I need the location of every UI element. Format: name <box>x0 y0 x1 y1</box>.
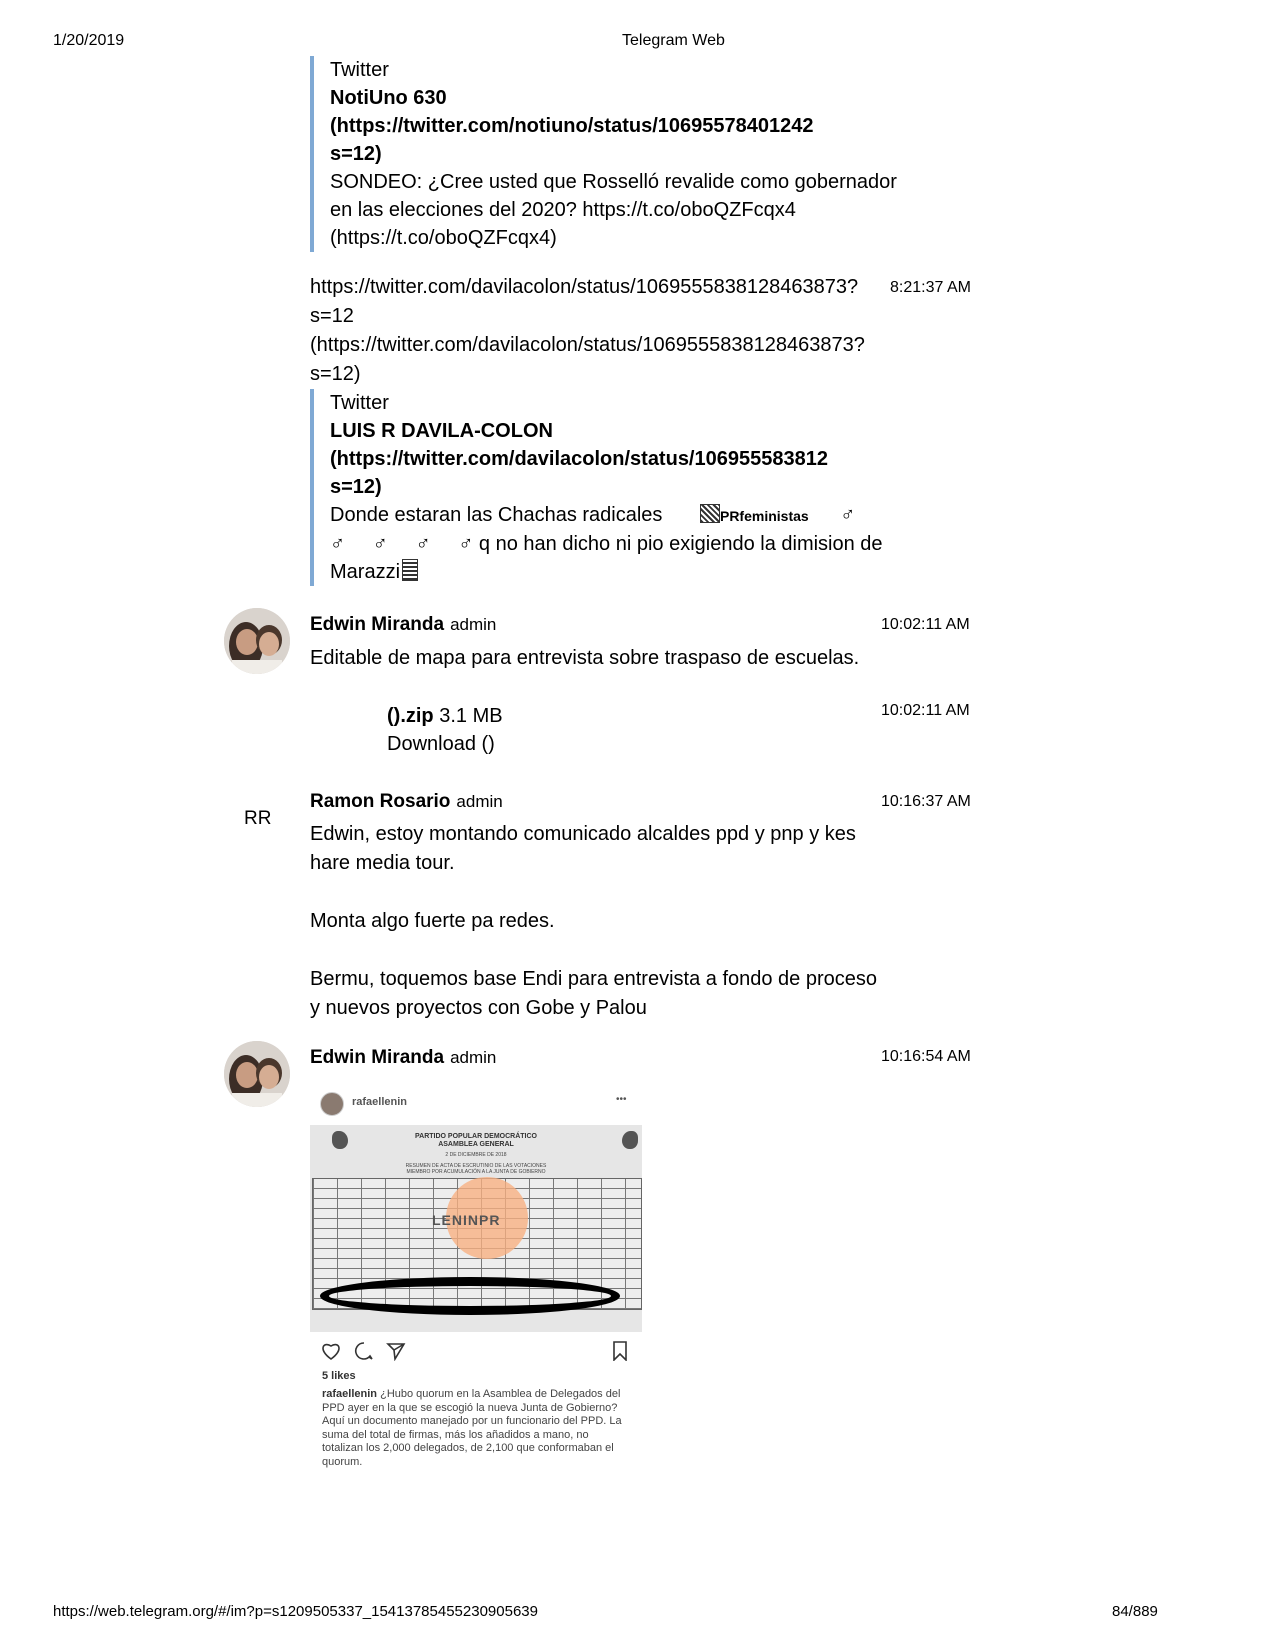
preview-title-name: NotiUno 630 <box>330 87 447 109</box>
preview-title-link-end: s=12) <box>330 143 382 165</box>
doc-title: PARTIDO POPULAR DEMOCRÁTICO <box>415 1133 537 1140</box>
message-sender <box>310 1047 496 1069</box>
message-time: 10:16:54 AM <box>881 1048 971 1065</box>
comment-icon[interactable] <box>354 1341 374 1361</box>
message-text-link[interactable]: https://twitter.com/davilacolon/status/1069555838128463873? s=12 (https://twitter.com/davilacolon/status/1069555838128463873? s=12) <box>310 276 865 385</box>
document-photo <box>310 1125 642 1332</box>
sender-name[interactable]: Edwin Miranda <box>310 1047 445 1068</box>
heart-icon[interactable] <box>320 1341 342 1361</box>
preview-title-link[interactable]: (https://twitter.com/davilacolon/status/106955583812 <box>330 448 828 470</box>
preview-title-name: LUIS R DAVILA-COLON <box>330 420 553 442</box>
watermark-text: LENINPR <box>432 1212 501 1228</box>
doc-subtitle: ASAMBLEA GENERAL <box>438 1141 514 1148</box>
sender-role: admin <box>450 1048 497 1067</box>
doc-date: 2 DE DICIEMBRE DE 2018 <box>445 1152 507 1158</box>
ig-username: rafaellenin <box>352 1096 408 1108</box>
instagram-screenshot-image[interactable] <box>310 1082 642 1474</box>
message-time: 10:02:11 AM <box>881 702 970 719</box>
sender-role: admin <box>450 615 497 634</box>
male-sign-icon: ♂ <box>840 504 856 526</box>
avatar-photo <box>224 1041 290 1107</box>
party-logo-icon <box>332 1131 348 1149</box>
file-size: 3.1 MB <box>439 705 503 727</box>
party-logo-icon <box>622 1131 638 1149</box>
emoji-icon <box>402 559 418 581</box>
avatar-photo <box>224 608 290 674</box>
avatar-edwin-miranda[interactable] <box>224 1041 290 1107</box>
sender-name[interactable]: Ramon Rosario <box>310 791 451 812</box>
sender-role: admin <box>456 792 503 811</box>
ig-caption: rafaellenin ¿Hubo quorum en la Asamblea de Delegados del PPD ayer en la que se escogió la nueva Junta de Gobierno? Aquí un documento manejado por un funcionario del PPD. La suma del total de firmas, más los añadidos a mano, no totalizan los 2,000 delegados, de 2,100 que conformaban el quorum. <box>322 1388 622 1468</box>
share-icon[interactable] <box>386 1341 406 1361</box>
page-url: https://web.telegram.org/#/im?p=s1209505337_15413785455230905639 <box>53 1603 538 1620</box>
message-text: Edwin, estoy montando comunicado alcaldes ppd y pnp y kes hare media tour. Monta algo fuerte pa redes. Bermu, toquemos base Endi para entrevista a fondo de proceso y nuevos proyectos con Gobe y Palou <box>310 823 878 1019</box>
preview-description-line: ♂ ♂ ♂ ♂ q no han dicho ni pio exigiendo la dimision de <box>330 533 883 555</box>
message-sender <box>310 614 496 636</box>
profile-avatar <box>320 1092 344 1116</box>
message-sender <box>310 791 503 813</box>
message-time: 10:16:37 AM <box>881 793 971 810</box>
message-time: 8:21:37 AM <box>890 279 971 296</box>
likes-count: 5 likes <box>322 1370 356 1382</box>
print-date: 1/20/2019 <box>53 32 125 49</box>
file-name: ().zip <box>387 705 434 727</box>
doc-heading: MIEMBRO POR ACUMULACIÓN A LA JUNTA DE GOBIERNO <box>406 1169 546 1175</box>
message-text: Editable de mapa para entrevista sobre traspaso de escuelas. <box>310 647 860 669</box>
preview-description-line: Marazzi <box>330 558 930 586</box>
page-title: Telegram Web <box>622 32 725 49</box>
highlight-ellipse <box>320 1277 620 1315</box>
link-preview-davilacolon[interactable] <box>310 389 930 586</box>
preview-description-line: Donde estaran las Chachas radicales PRfeministas ♂ <box>330 504 856 526</box>
download-link[interactable]: Download () <box>387 733 495 755</box>
preview-title-link-end: s=12) <box>330 476 382 498</box>
doc-heading: RESUMEN DE ACTA DE ESCRUTINIO DE LAS VOTACIONES <box>405 1163 547 1169</box>
flag-icon <box>700 504 720 523</box>
file-attachment[interactable] <box>387 702 503 758</box>
male-sign-icons: ♂ ♂ ♂ ♂ <box>330 533 474 555</box>
bookmark-icon[interactable] <box>612 1341 628 1361</box>
more-options-icon: ••• <box>616 1094 627 1105</box>
avatar-initials[interactable]: RR <box>244 808 272 829</box>
message-time: 10:02:11 AM <box>881 616 970 633</box>
preview-site-name: Twitter <box>330 59 389 81</box>
sender-name[interactable]: Edwin Miranda <box>310 614 445 635</box>
page-number: 84/889 <box>1112 1603 1158 1620</box>
avatar-edwin-miranda[interactable] <box>224 608 290 674</box>
preview-site-name: Twitter <box>330 392 389 414</box>
link-preview-notiuno[interactable] <box>310 56 930 252</box>
preview-title-link[interactable]: (https://twitter.com/notiuno/status/10695578401242 <box>330 115 814 137</box>
preview-description: SONDEO: ¿Cree usted que Rosselló revalide como gobernador en las elecciones del 2020? https://t.co/oboQZFcqx4 (https://t.co/oboQZFcqx4) <box>330 171 897 249</box>
